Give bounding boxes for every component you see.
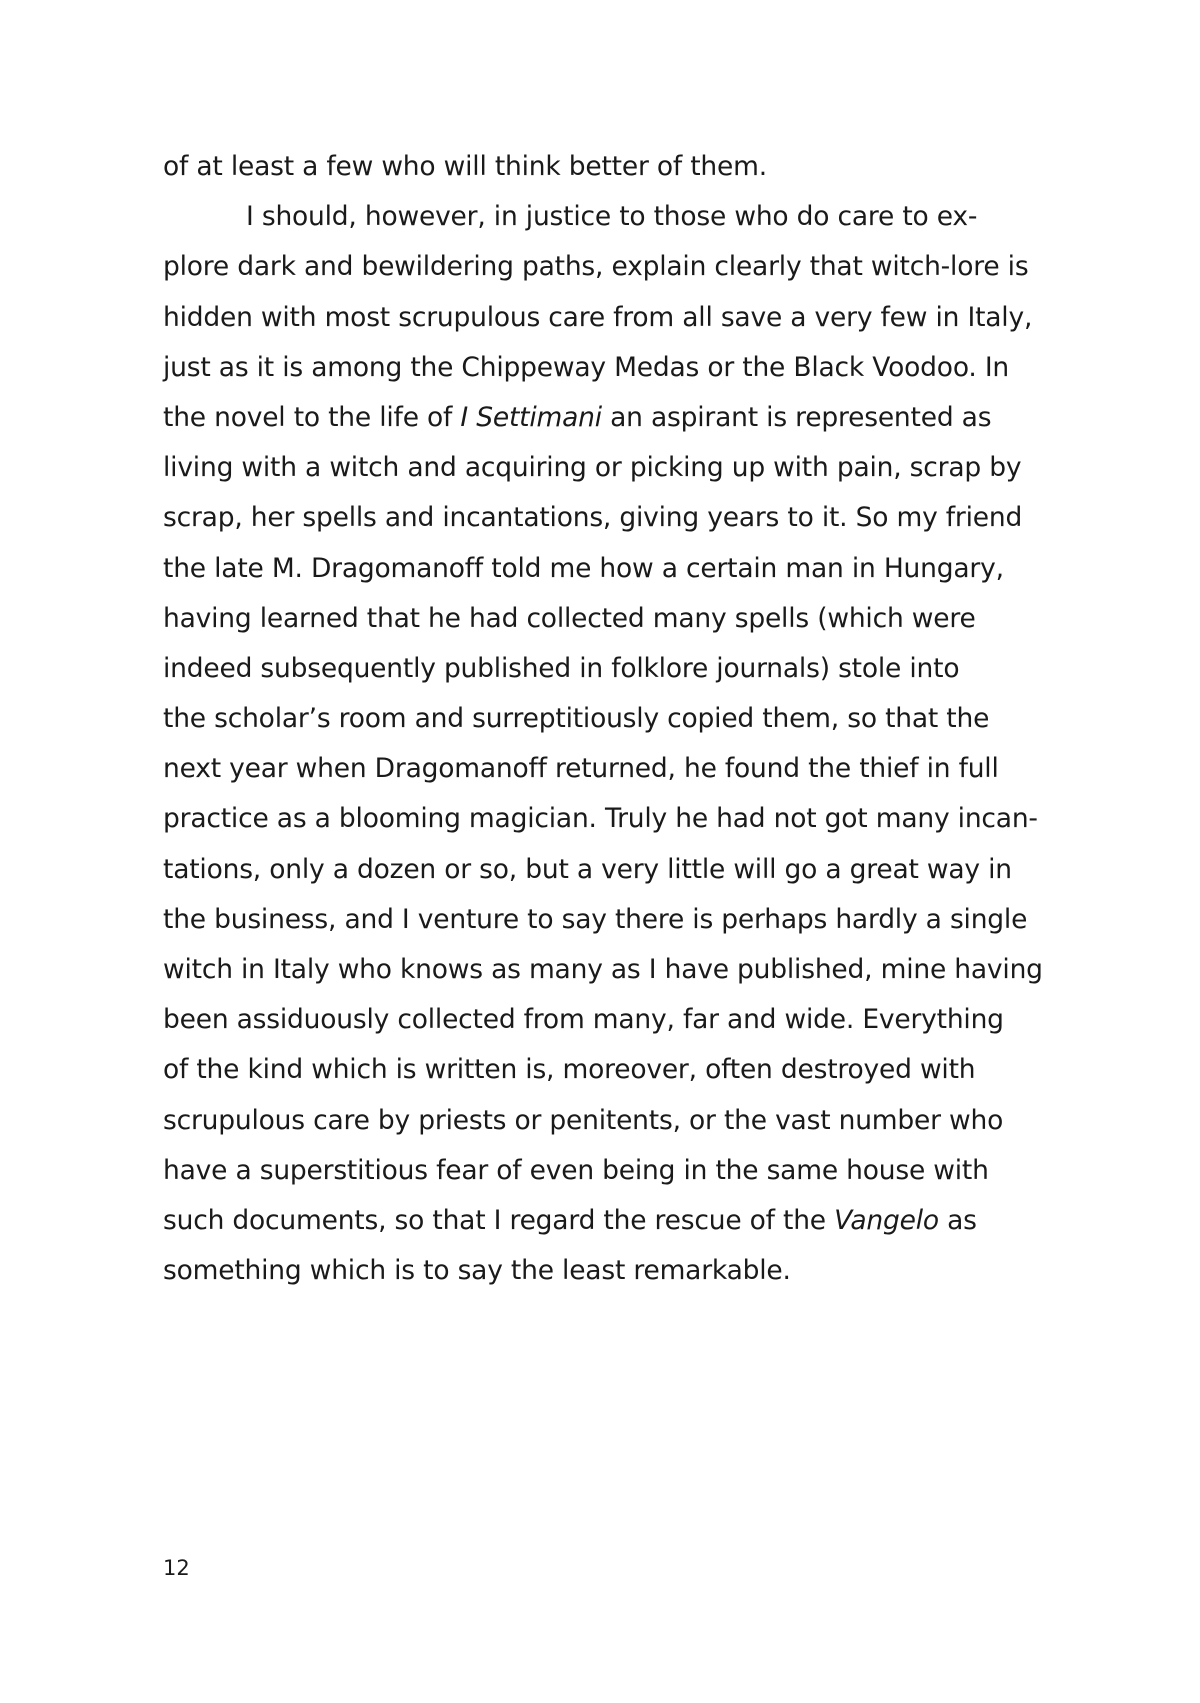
text-line: [163, 594, 1053, 644]
page-number: 12: [163, 1556, 190, 1580]
text-line: [163, 493, 1053, 543]
text-line: [163, 1196, 1053, 1246]
text-line: [163, 443, 1053, 493]
italic-title: I Settimani: [460, 401, 602, 433]
text-segment: tations, only a dozen or so, but a very little will go a great way in: [163, 853, 1012, 885]
text-line: [163, 343, 1053, 393]
text-line: [163, 1096, 1053, 1146]
text-segment: something which is to say the least remarkable.: [163, 1255, 791, 1287]
text-line: [163, 744, 1053, 794]
text-line: [163, 1045, 1053, 1095]
text-line: [163, 1146, 1053, 1196]
body-text: [163, 142, 1053, 1296]
text-segment: plore dark and bewildering paths, explain clearly that witch-lore is: [163, 251, 1029, 283]
text-segment: witch in Italy who knows as many as I have published, mine having: [163, 954, 1043, 985]
text-segment: the late M. Dragomanoff told me how a certain man in Hungary,: [163, 552, 1004, 584]
text-segment: scrupulous care by priests or penitents, or the vast number who: [163, 1104, 1004, 1136]
text-line: [163, 142, 1053, 192]
text-line: [163, 1246, 1053, 1296]
text-segment: the scholar’s room and surreptitiously copied them, so that the: [163, 703, 990, 735]
text-line: [163, 845, 1053, 895]
text-segment: next year when Dragomanoff returned, he found the thief in full: [163, 753, 999, 785]
text-segment: as: [938, 1204, 977, 1236]
text-segment: hidden with most scrupulous care from all save a very few in Italy,: [163, 301, 1033, 333]
text-segment: such documents, so that I regard the rescue of the: [163, 1204, 835, 1236]
text-segment: I should, however, in justice to those who do care to ex-: [246, 201, 978, 233]
text-segment: of at least a few who will think better of them.: [163, 151, 767, 182]
text-segment: indeed subsequently published in folklore journals) stole into: [163, 652, 960, 684]
text-line: [163, 293, 1053, 343]
text-line: [163, 544, 1053, 594]
text-line: [163, 393, 1053, 443]
text-line: [163, 794, 1053, 844]
text-segment: just as it is among the Chippeway Medas or the Black Voodoo. In: [163, 351, 1010, 383]
italic-title: Vangelo: [834, 1204, 939, 1236]
text-segment: the novel to the life of: [163, 401, 461, 433]
text-line: [163, 644, 1053, 694]
text-line: [163, 995, 1053, 1045]
text-segment: scrap, her spells and incantations, giving years to it. So my friend: [163, 502, 1023, 534]
text-segment: practice as a blooming magician. Truly he had not got many incan-: [163, 803, 1038, 835]
text-segment: an aspirant is represented as: [601, 401, 992, 433]
text-line: [163, 242, 1053, 292]
text-segment: the business, and I venture to say there is perhaps hardly a single: [163, 903, 1028, 935]
text-line: [163, 895, 1053, 945]
text-segment: have a superstitious fear of even being in the same house with: [163, 1154, 989, 1186]
text-line: [163, 192, 1053, 242]
text-segment: having learned that he had collected many spells (which were: [163, 602, 976, 634]
text-line: [163, 945, 1053, 995]
text-line: [163, 694, 1053, 744]
text-segment: living with a witch and acquiring or picking up with pain, scrap by: [163, 452, 1022, 484]
text-segment: of the kind which is written is, moreover, often destroyed with: [163, 1054, 976, 1086]
text-segment: been assiduously collected from many, far and wide. Everything: [163, 1004, 1004, 1036]
